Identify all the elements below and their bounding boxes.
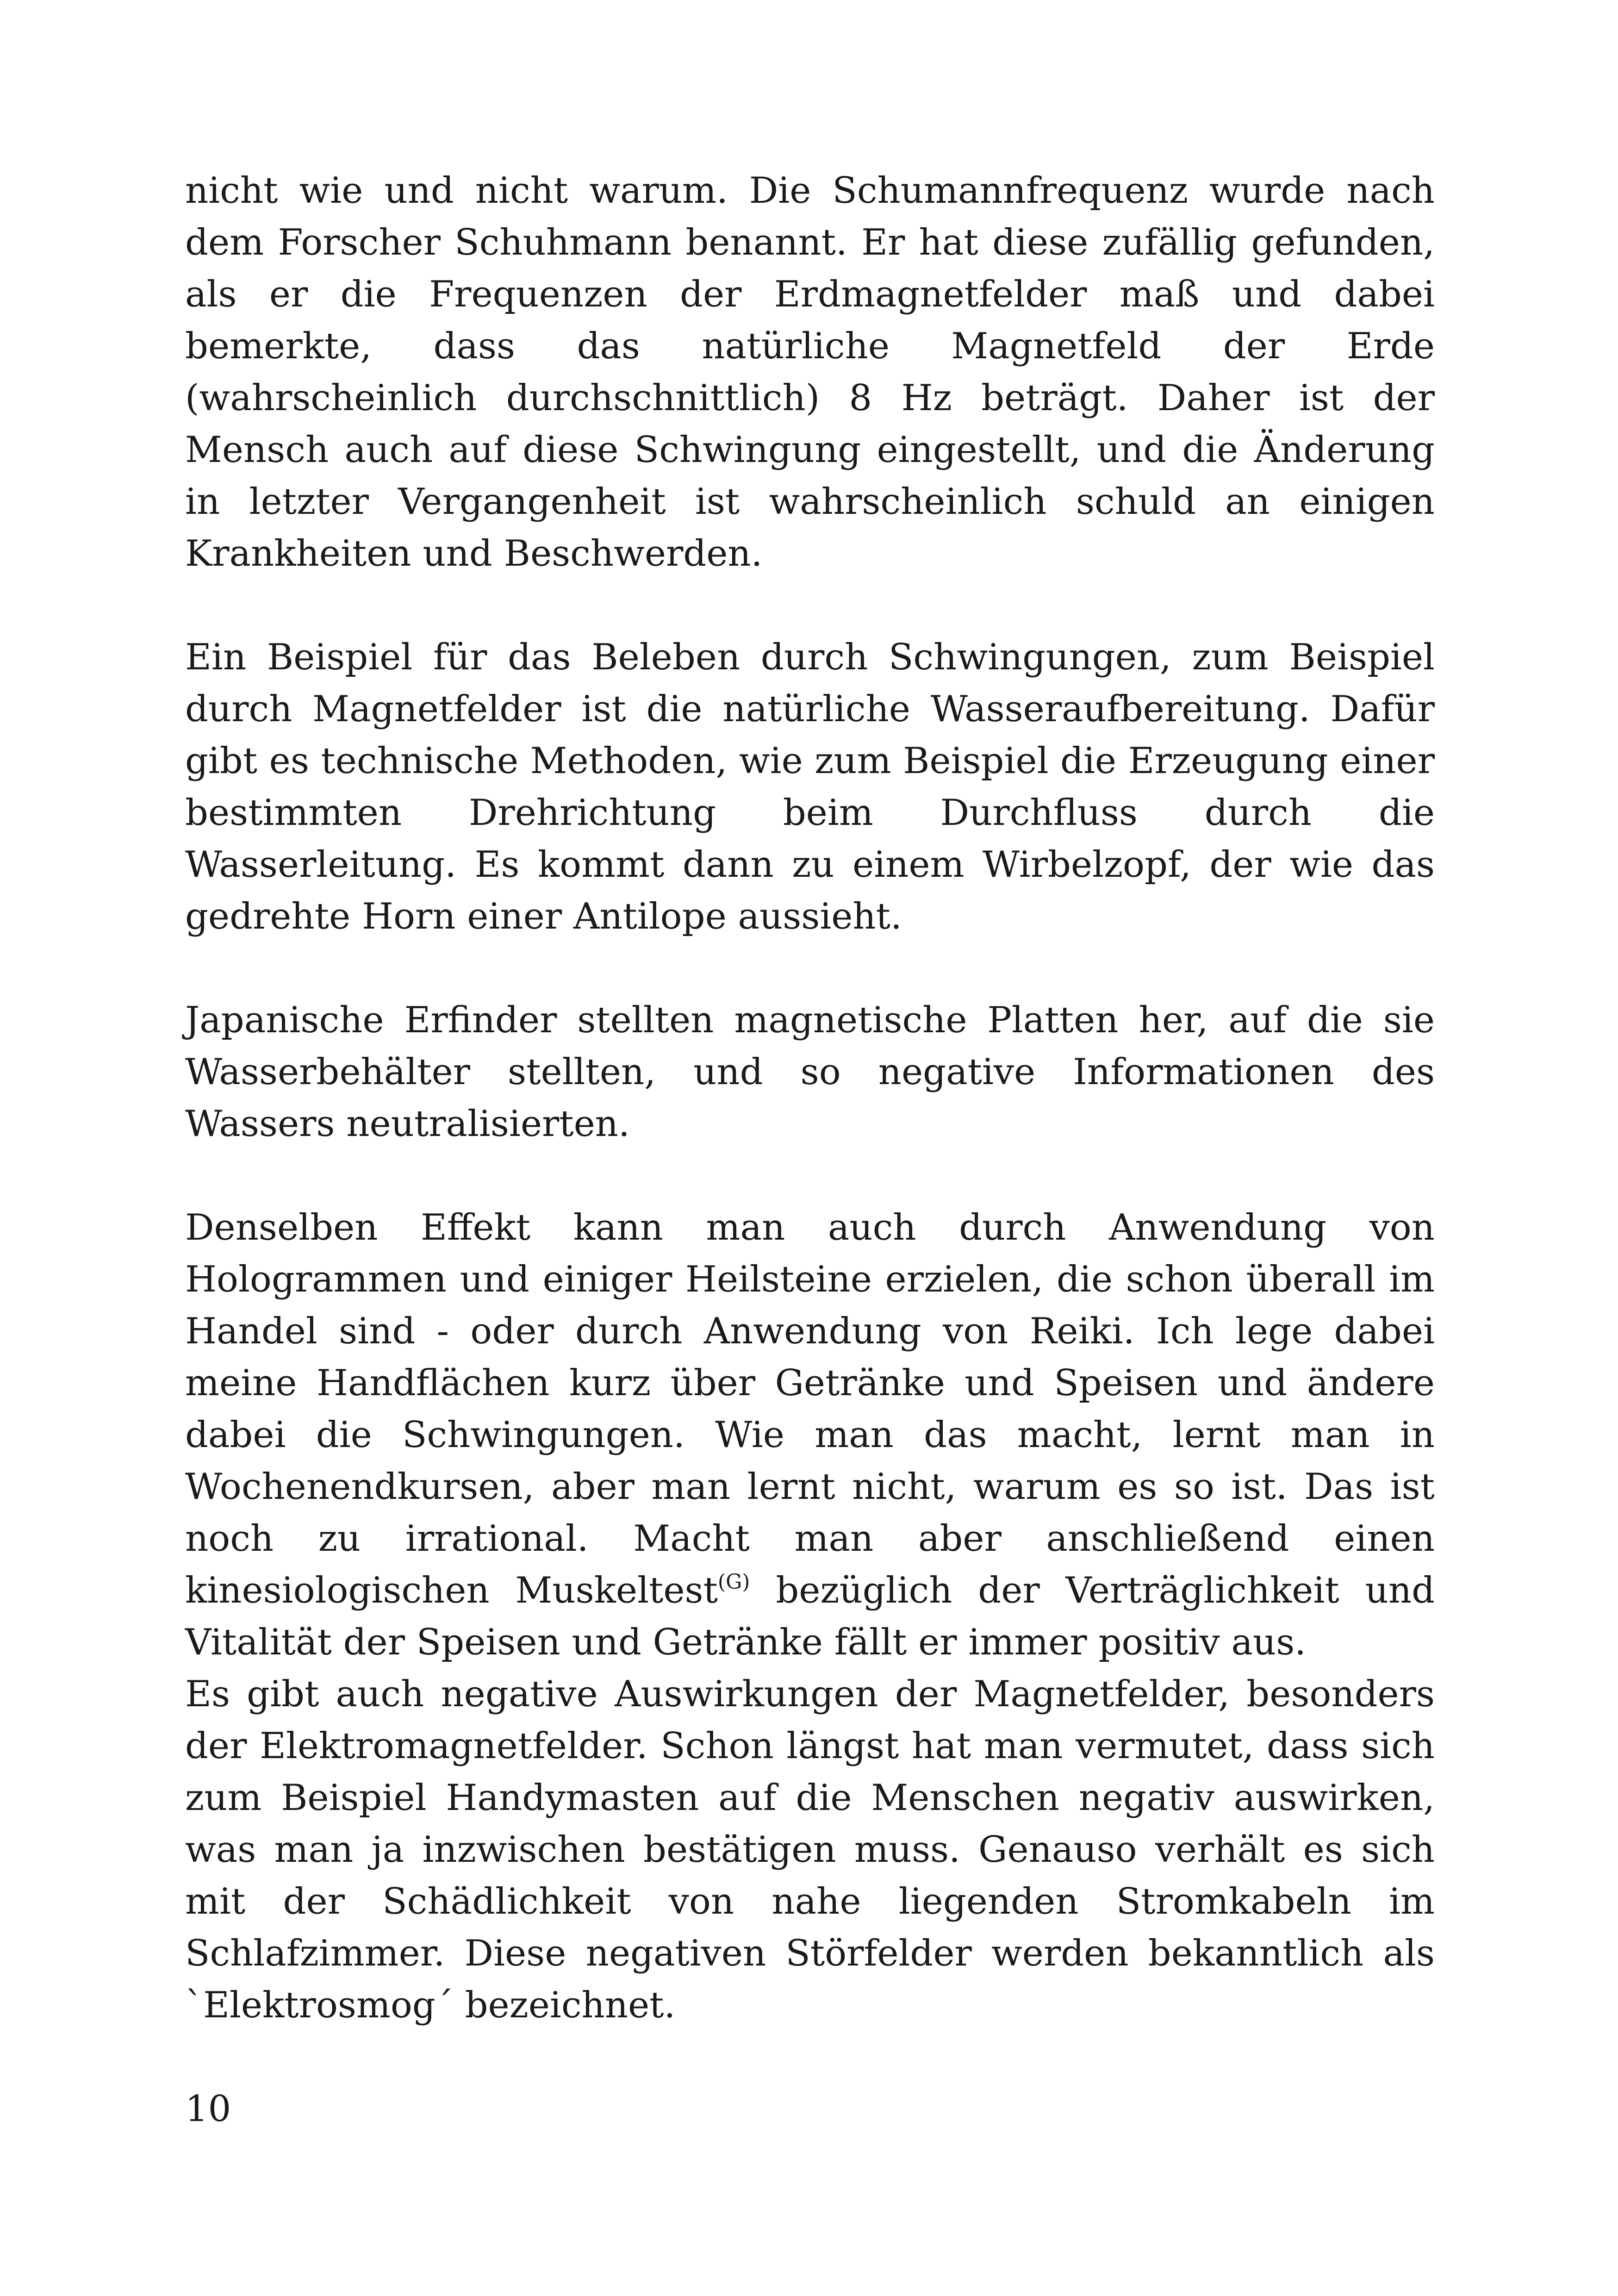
paragraph-schumann-frequency: nicht wie und nicht warum. Die Schumannfrequenz wurde nach dem Forscher Schuhmann benannt. Er hat diese zufällig gefunden, als er die Frequenzen der Erdmagnetfelder maß und dabei bemerkte, dass das natürliche Magnetfeld der Erde (wahrscheinlich durchschnittlich) 8 Hz beträgt. Daher ist der Mensch auch auf diese Schwingung eingestellt, und die Änderung in letzter Vergangenheit ist wahrscheinlich schuld an einigen Krankheiten und Beschwerden.: [185, 170, 1435, 574]
page-number: 10: [185, 2088, 231, 2130]
paragraph-electrosmog: Es gibt auch negative Auswirkungen der Magnetfelder, besonders der Elektromagnetfelder. Schon längst hat man vermutet, dass sich zum Beispiel Handymasten auf die Menschen negativ auswirken, was man ja inzwischen bestätigen muss. Genauso verhält es sich mit der Schädlichkeit von nahe liegenden Stromkabeln im Schlafzimmer. Diese negativen Störfelder werden bekanntlich als `Elektrosmog´ bezeichnet.: [185, 1673, 1435, 2026]
paragraph-water-treatment: Ein Beispiel für das Beleben durch Schwingungen, zum Beispiel durch Magnetfelder ist die natürliche Wasseraufbereitung. Dafür gibt es technische Methoden, wie zum Beispiel die Erzeugung einer bestimmten Drehrichtung beim Durchfluss durch die Wasserleitung. Es kommt dann zu einem Wirbelzopf, der wie das gedrehte Horn einer Antilope aussieht.: [185, 636, 1435, 937]
paragraph-reiki-text-continued: bezüglich der Verträglichkeit und Vitalität der Speisen und Getränke fällt er immer positiv aus.: [185, 1570, 1435, 1663]
paragraph-reiki-text: Denselben Effekt kann man auch durch Anwendung von Hologrammen und einiger Heilsteine erzielen, die schon überall im Handel sind - oder durch Anwendung von Reiki. Ich lege dabei meine Handflächen kurz über Getränke und Speisen und ändere dabei die Schwingungen. Wie man das macht, lernt man in Wochenendkursen, aber man lernt nicht, warum es so ist. Das ist noch zu irrational. Macht man aber anschließend einen kinesiologischen Muskeltest: [185, 1207, 1435, 1611]
paragraph-reiki: [185, 1202, 1435, 1668]
body-text: [185, 165, 1435, 2031]
glossary-marker: (G): [717, 1570, 750, 1594]
paragraph-japanese-inventors: Japanische Erfinder stellten magnetische Platten her, auf die sie Wasserbehälter stellten, und so negative Informationen des Wassers neutralisierten.: [185, 999, 1435, 1145]
